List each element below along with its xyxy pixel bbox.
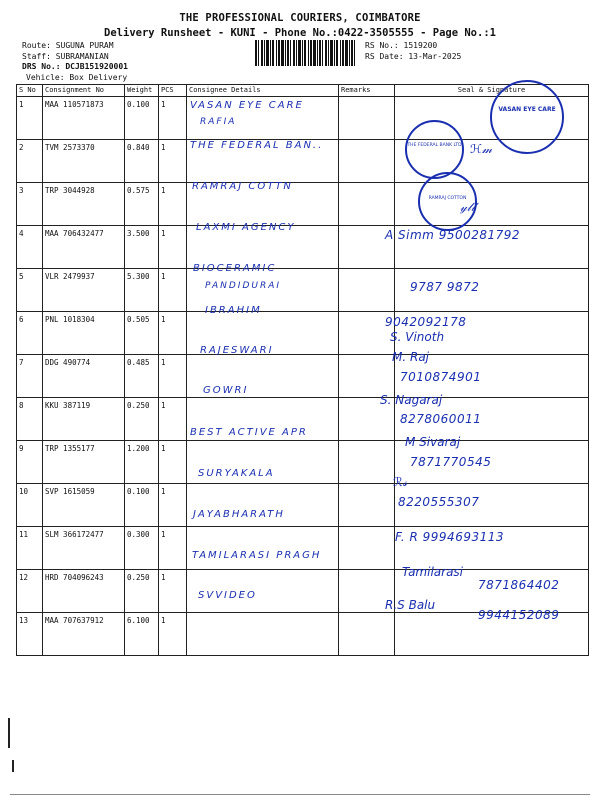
row-weight: 0.840	[125, 140, 159, 183]
row-sno: 1	[17, 97, 43, 140]
row-consignment-no: KKU 387119	[43, 398, 125, 441]
row-pcs: 1	[159, 269, 187, 312]
col-header-remarks: Remarks	[339, 85, 395, 97]
row-pcs: 1	[159, 484, 187, 527]
row-weight: 0.300	[125, 527, 159, 570]
table-row	[17, 484, 589, 527]
vasan-eye-care-stamp	[490, 80, 564, 154]
row-signature-cell	[395, 269, 589, 312]
rs-number: RS No.: 1519200	[365, 41, 438, 50]
row-consignee-cell	[187, 527, 339, 570]
row-consignment-no: TRP 1355177	[43, 441, 125, 484]
col-header-consignment: Consignment No	[43, 85, 125, 97]
signature-name: S. Nagaraj	[380, 393, 443, 407]
row-consignment-no: PNL 1018304	[43, 312, 125, 355]
row-weight: 0.505	[125, 312, 159, 355]
row-consignment-no: VLR 2479937	[43, 269, 125, 312]
signature-phone: 7871864402	[478, 578, 560, 592]
row-consignment-no: MAA 706432477	[43, 226, 125, 269]
signature-name: F. R	[395, 530, 419, 544]
scan-bottom-edge	[10, 794, 590, 795]
scan-edge-mark	[8, 718, 10, 748]
row-remarks	[339, 312, 395, 355]
ramraj-cotton-stamp	[418, 172, 477, 231]
row-pcs: 1	[159, 226, 187, 269]
row-weight: 0.485	[125, 355, 159, 398]
row-signature-cell	[395, 613, 589, 656]
signature-phone: 8220555307	[398, 495, 480, 509]
row-signature-cell	[395, 484, 589, 527]
row-consignment-no: MAA 110571873	[43, 97, 125, 140]
signature-phone: 9500281792	[438, 228, 521, 242]
table-row	[17, 441, 589, 484]
table-row	[17, 527, 589, 570]
row-weight: 6.100	[125, 613, 159, 656]
rs-date: RS Date: 13-Mar-2025	[365, 51, 462, 61]
row-remarks	[339, 140, 395, 183]
row-remarks	[339, 398, 395, 441]
row-consignment-no: SLM 366172477	[43, 527, 125, 570]
scan-edge-mark	[12, 760, 14, 772]
signature-name: R.S Balu	[385, 598, 436, 612]
row-sno: 7	[17, 355, 43, 398]
row-sno: 9	[17, 441, 43, 484]
row-consignment-no: TRP 3044928	[43, 183, 125, 226]
row-weight: 0.250	[125, 398, 159, 441]
row-consignee-cell	[187, 441, 339, 484]
row-pcs: 1	[159, 441, 187, 484]
table-row	[17, 269, 589, 312]
row-consignee-cell	[187, 484, 339, 527]
row-pcs: 1	[159, 570, 187, 613]
signature-phone: 7871770545	[410, 455, 492, 469]
runsheet-meta-left	[22, 41, 128, 83]
row-remarks	[339, 570, 395, 613]
row-consignment-no: HRD 704096243	[43, 570, 125, 613]
row-weight: 3.500	[125, 226, 159, 269]
col-header-sno: S No	[17, 85, 43, 97]
handwritten-consignee: RAMRAJ COTTN	[192, 181, 293, 192]
table-row	[17, 570, 589, 613]
row-consignment-no: MAA 707637912	[43, 613, 125, 656]
signature-phone: 7010874901	[400, 370, 482, 384]
runsheet-meta-right	[365, 41, 461, 62]
table-row	[17, 226, 589, 269]
row-pcs: 1	[159, 355, 187, 398]
row-remarks	[339, 527, 395, 570]
row-consignee-cell	[187, 570, 339, 613]
row-consignee-cell	[187, 355, 339, 398]
row-sno: 4	[17, 226, 43, 269]
row-signature-cell	[395, 441, 589, 484]
row-remarks	[339, 613, 395, 656]
signature-name: Tamilarasi	[402, 565, 464, 579]
row-pcs: 1	[159, 527, 187, 570]
signature-name: M Sivaraj	[405, 435, 461, 449]
handwritten-signature: ℋ𝓂	[470, 142, 493, 156]
row-consignment-no: SVP 1615059	[43, 484, 125, 527]
handwritten-signature: 𝓎𝓁𝓁	[460, 200, 475, 214]
row-sno: 13	[17, 613, 43, 656]
barcode-image	[255, 40, 355, 66]
handwritten-consignee: GOWRI	[203, 385, 249, 396]
signature-phone: 8278060011	[400, 412, 482, 426]
stamp-text: THE FEDERAL BANK LTD	[407, 143, 462, 148]
row-remarks	[339, 484, 395, 527]
vehicle-label: Vehicle: Box Delivery	[26, 72, 128, 82]
signature-phone: 9787 9872	[410, 280, 480, 294]
handwritten-consignee: THE FEDERAL BAN..	[190, 140, 324, 151]
row-sno: 11	[17, 527, 43, 570]
table-row	[17, 312, 589, 355]
row-remarks	[339, 441, 395, 484]
row-sno: 5	[17, 269, 43, 312]
row-consignee-cell	[187, 183, 339, 226]
row-signature-cell	[395, 226, 589, 269]
signature-phone: 9042092178	[385, 315, 467, 329]
row-signature-cell	[395, 527, 589, 570]
row-consignee-cell	[187, 398, 339, 441]
signature-name: A Simm	[385, 228, 435, 242]
signature-phone: 9994693113	[422, 530, 505, 544]
handwritten-consignee: SURYAKALA	[198, 468, 275, 479]
row-pcs: 1	[159, 312, 187, 355]
row-weight: 0.100	[125, 484, 159, 527]
handwritten-consignee: JAYABHARATH	[193, 509, 285, 520]
row-sno: 10	[17, 484, 43, 527]
row-remarks	[339, 355, 395, 398]
table-row	[17, 398, 589, 441]
handwritten-consignee: IBRAHIM	[205, 305, 262, 316]
row-consignee-cell	[187, 140, 339, 183]
row-sno: 3	[17, 183, 43, 226]
handwritten-consignee: RAJESWARI	[200, 345, 274, 356]
row-remarks	[339, 183, 395, 226]
table-row	[17, 140, 589, 183]
table-row	[17, 613, 589, 656]
row-pcs: 1	[159, 183, 187, 226]
row-sno: 2	[17, 140, 43, 183]
row-sno: 6	[17, 312, 43, 355]
row-consignee-cell	[187, 269, 339, 312]
row-consignee-cell	[187, 97, 339, 140]
handwritten-consignee-line2: RAFIA	[200, 117, 237, 127]
delivery-table	[16, 84, 589, 656]
col-header-pcs: PCS	[159, 85, 187, 97]
staff-label: Staff: SUBRAMANIAN	[22, 51, 109, 61]
stamp-text: RAMRAJ COTTON	[428, 196, 467, 201]
stamp-text: VASAN EYE CARE	[498, 106, 556, 113]
row-signature-cell	[395, 355, 589, 398]
row-consignment-no: TVM 2573370	[43, 140, 125, 183]
row-remarks	[339, 226, 395, 269]
signature-name: M. Raj	[392, 350, 430, 364]
row-remarks	[339, 97, 395, 140]
row-consignee-cell	[187, 613, 339, 656]
handwritten-consignee: BIOCERAMIC	[193, 263, 277, 274]
row-weight: 0.575	[125, 183, 159, 226]
row-weight: 0.100	[125, 97, 159, 140]
row-consignment-no: DDG 490774	[43, 355, 125, 398]
federal-bank-stamp	[405, 120, 464, 179]
row-pcs: 1	[159, 613, 187, 656]
drs-number: DRS No.: DCJB151920001	[22, 62, 128, 71]
row-sno: 8	[17, 398, 43, 441]
row-sno: 12	[17, 570, 43, 613]
handwritten-consignee: LAXMI AGENCY	[196, 222, 296, 233]
signature-phone: 9944152089	[478, 608, 560, 622]
handwritten-consignee: VASAN EYE CARE	[190, 100, 304, 111]
row-weight: 0.250	[125, 570, 159, 613]
handwritten-signature: ℛ𝓈	[393, 475, 407, 489]
row-pcs: 1	[159, 140, 187, 183]
row-weight: 1.200	[125, 441, 159, 484]
col-header-consignee: Consignee Details	[187, 85, 339, 97]
row-signature-cell	[395, 570, 589, 613]
col-header-seal-signature: Seal & Signature	[395, 85, 589, 97]
handwritten-consignee: SVVIDEO	[198, 590, 257, 601]
col-header-weight: Weight	[125, 85, 159, 97]
row-signature-cell	[395, 398, 589, 441]
table-row	[17, 183, 589, 226]
row-remarks	[339, 269, 395, 312]
runsheet-subtitle: Delivery Runsheet - KUNI - Phone No.:0422-3505555 - Page No.:1	[104, 27, 496, 39]
route-label: Route: SUGUNA PURAM	[22, 41, 114, 50]
row-weight: 5.300	[125, 269, 159, 312]
row-consignee-cell	[187, 226, 339, 269]
handwritten-consignee: BEST ACTIVE APR	[190, 427, 308, 438]
signature-name: S. Vinoth	[390, 330, 445, 344]
company-title: THE PROFESSIONAL COURIERS, COIMBATORE	[179, 12, 421, 24]
table-row	[17, 355, 589, 398]
row-pcs: 1	[159, 398, 187, 441]
row-signature-cell	[395, 312, 589, 355]
handwritten-consignee-line2: PANDIDURAI	[205, 281, 282, 291]
row-consignee-cell	[187, 312, 339, 355]
row-pcs: 1	[159, 97, 187, 140]
handwritten-consignee: TAMILARASI PRAGH	[192, 550, 322, 561]
